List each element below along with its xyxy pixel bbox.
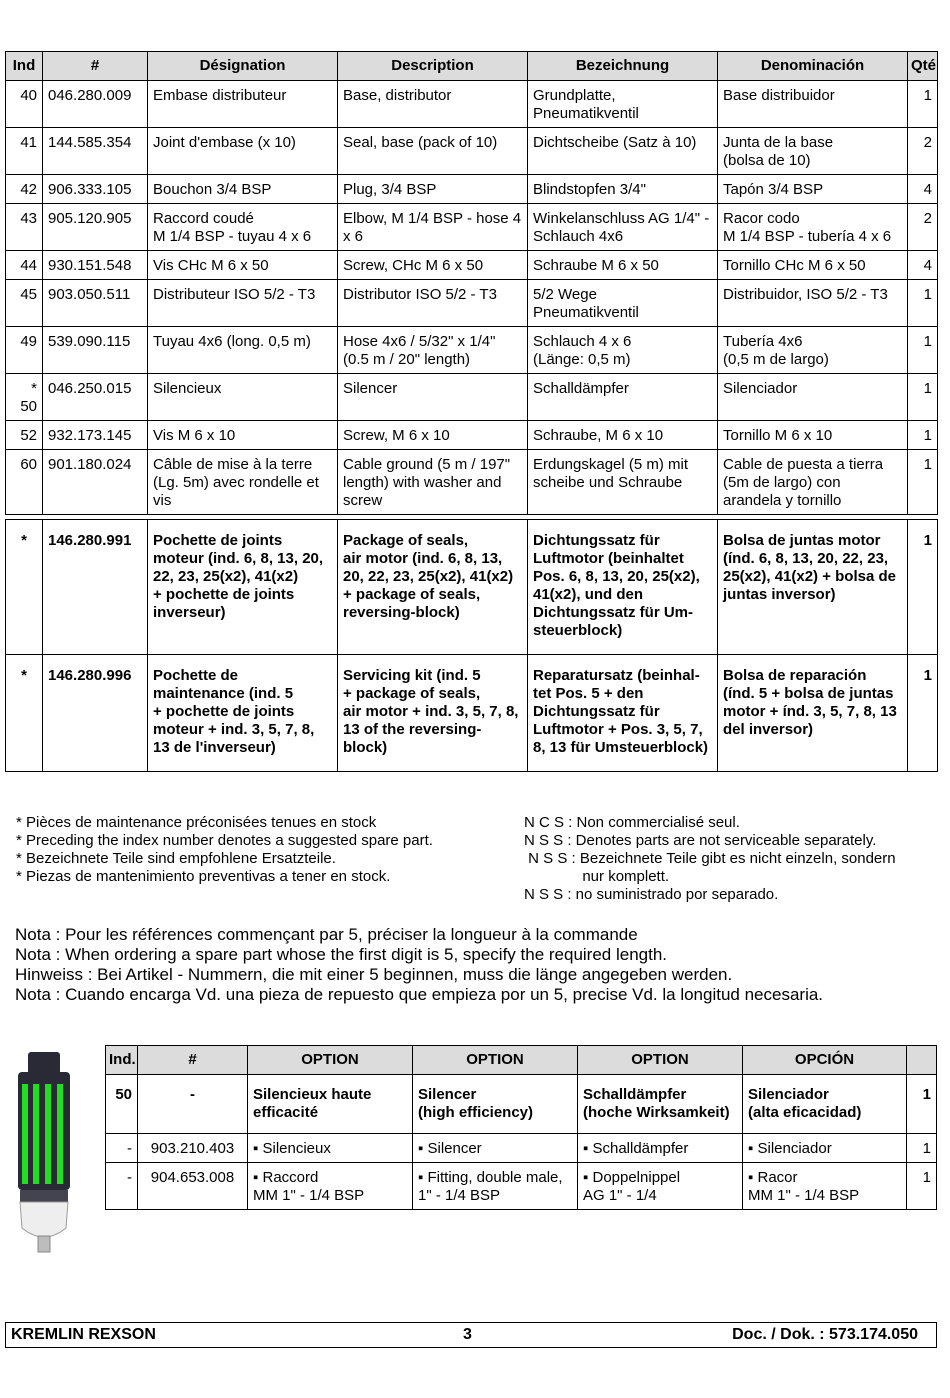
note-line: * Preceding the index number denotes a suggested spare part.: [16, 832, 433, 849]
header-bezeichnung: Bezeichnung: [528, 52, 718, 81]
kit-row: [6, 520, 938, 655]
silencer-bowl: [20, 1202, 68, 1237]
cell-qty: 4: [908, 251, 938, 280]
cell-ref: 903.210.403: [138, 1134, 248, 1163]
cell-description: Plug, 3/4 BSP: [338, 175, 528, 204]
cell-ref: 901.180.024: [43, 450, 148, 515]
silencer-stripe: [33, 1084, 39, 1184]
cell-designation: Silencieux: [148, 374, 338, 421]
footer-doc-number: Doc. / Dok. : 573.174.050: [732, 1326, 918, 1343]
option-row: [106, 1163, 937, 1210]
cell-designation: ▪ Silencieux: [248, 1134, 413, 1163]
option-header-fr: OPTION: [248, 1046, 413, 1075]
cell-designation: ▪ Raccord MM 1" - 1/4 BSP: [248, 1163, 413, 1210]
cell-description: Base, distributor: [338, 81, 528, 128]
cell-ind: 49: [6, 327, 43, 374]
silencer-stripe: [45, 1084, 51, 1184]
cell-ref: 146.280.991: [43, 520, 148, 655]
cell-qty: 1: [907, 1163, 937, 1210]
cell-qty: 1: [908, 374, 938, 421]
note-line: N C S : Non commercialisé seul.: [524, 814, 740, 831]
cell-bezeichnung: Dichtungssatz für Luftmotor (beinhaltet Pos. 6, 8, 13, 20, 25(x2), 41(x2), und den Dichtungssatz für Um-steuerblock): [528, 520, 718, 655]
cell-qty: 4: [908, 175, 938, 204]
cell-ref: 906.333.105: [43, 175, 148, 204]
cell-denominacion: Racor codo M 1/4 BSP - tubería 4 x 6: [718, 204, 908, 251]
cell-designation: Distributeur ISO 5/2 - T3: [148, 280, 338, 327]
cell-qty: 1: [907, 1134, 937, 1163]
cell-qty: 1: [908, 327, 938, 374]
cell-ind: 43: [6, 204, 43, 251]
cell-denominacion: Silenciador: [718, 374, 908, 421]
option-table-header: [106, 1046, 937, 1075]
cell-ind: -: [106, 1163, 138, 1210]
cell-designation: Joint d'embase (x 10): [148, 128, 338, 175]
cell-designation: Pochette de joints moteur (ind. 6, 8, 13, 20, 22, 23, 25(x2), 41(x2) + pochette de joints inverseur): [148, 520, 338, 655]
cell-ind: * 50: [6, 374, 43, 421]
parts-table-header: [6, 52, 938, 81]
cell-description: Screw, CHc M 6 x 50: [338, 251, 528, 280]
cell-ref: 539.090.115: [43, 327, 148, 374]
option-header-de: OPTION: [578, 1046, 743, 1075]
table-row: [6, 450, 938, 515]
page-footer: [5, 1322, 937, 1348]
option-header-en: OPTION: [413, 1046, 578, 1075]
kit-row: [6, 655, 938, 772]
note-line: * Pièces de maintenance préconisées tenues en stock: [16, 814, 377, 831]
cell-ind: 41: [6, 128, 43, 175]
option-header-ind: Ind.: [106, 1046, 138, 1075]
cell-denominacion: Cable de puesta a tierra (5m de largo) con arandela y tornillo: [718, 450, 908, 515]
cell-designation: Silencieux haute efficacité: [248, 1075, 413, 1134]
silencer-stripe: [22, 1084, 28, 1184]
cell-description: Hose 4x6 / 5/32" x 1/4" (0.5 m / 20" length): [338, 327, 528, 374]
table-row: [6, 128, 938, 175]
cell-ind: 44: [6, 251, 43, 280]
cell-bezeichnung: Grundplatte, Pneumatikventil: [528, 81, 718, 128]
cell-designation: Embase distributeur: [148, 81, 338, 128]
option-row: [106, 1134, 937, 1163]
silencer-illustration: [14, 1050, 74, 1265]
cell-designation: Câble de mise à la terre (Lg. 5m) avec rondelle et vis: [148, 450, 338, 515]
cell-ind: 45: [6, 280, 43, 327]
header-ind: Ind: [6, 52, 43, 81]
cell-ind: -: [106, 1134, 138, 1163]
table-row: [6, 421, 938, 450]
note-line: nur komplett.: [524, 868, 670, 885]
option-table: [105, 1045, 937, 1210]
cell-ref: -: [138, 1075, 248, 1134]
cell-bezeichnung: Erdungskagel (5 m) mit scheibe und Schraube: [528, 450, 718, 515]
option-header-ref: #: [138, 1046, 248, 1075]
parts-table: [5, 51, 938, 515]
note-line: * Bezeichnete Teile sind empfohlene Ersatzteile.: [16, 850, 336, 867]
cell-qty: 1: [908, 81, 938, 128]
header-qty: Qté: [908, 52, 938, 81]
nss-notes: [524, 814, 896, 904]
cell-denominacion: Tapón 3/4 BSP: [718, 175, 908, 204]
cell-bezeichnung: 5/2 Wege Pneumatikventil: [528, 280, 718, 327]
cell-description: Screw, M 6 x 10: [338, 421, 528, 450]
table-row: [6, 327, 938, 374]
table-row: [6, 81, 938, 128]
nota-line: Nota : Cuando encarga Vd. una pieza de repuesto que empieza por un 5, precise Vd. la longitud necesaria.: [15, 985, 824, 1004]
cell-description: Servicing kit (ind. 5 + package of seals, air motor + ind. 3, 5, 7, 8, 13 of the reversing-block): [338, 655, 528, 772]
cell-ref: 904.653.008: [138, 1163, 248, 1210]
header-denominacion: Denominación: [718, 52, 908, 81]
cell-description: ▪ Silencer: [413, 1134, 578, 1163]
cell-denominacion: Bolsa de juntas motor (índ. 6, 8, 13, 20, 22, 23, 25(x2), 41(x2) + bolsa de juntas inversor): [718, 520, 908, 655]
nota-line: Nota : Pour les références commençant par 5, préciser la longueur à la commande: [15, 925, 638, 944]
kits-table: [5, 519, 938, 772]
nota-line: Hinweiss : Bei Artikel - Nummern, die mit einer 5 beginnen, muss die länge angegeben werden.: [15, 965, 733, 984]
cell-ref: 903.050.511: [43, 280, 148, 327]
cell-ind: *: [6, 520, 43, 655]
cell-bezeichnung: Schalldämpfer (hoche Wirksamkeit): [578, 1075, 743, 1134]
length-notes: [15, 925, 823, 1005]
cell-description: Elbow, M 1/4 BSP - hose 4 x 6: [338, 204, 528, 251]
cell-bezeichnung: ▪ Doppelnippel AG 1" - 1/4: [578, 1163, 743, 1210]
note-line: N S S : Bezeichnete Teile gibt es nicht einzeln, sondern: [524, 850, 896, 867]
cell-bezeichnung: Winkelanschluss AG 1/4" - Schlauch 4x6: [528, 204, 718, 251]
cell-ref: 144.585.354: [43, 128, 148, 175]
silencer-nipple: [38, 1236, 50, 1252]
note-line: N S S : no suministrado por separado.: [524, 886, 779, 903]
cell-designation: Pochette de maintenance (ind. 5 + pochette de joints moteur + ind. 3, 5, 7, 8, 13 de l'inverseur): [148, 655, 338, 772]
cell-ref: 046.280.009: [43, 81, 148, 128]
cell-ind: 60: [6, 450, 43, 515]
cell-ref: 930.151.548: [43, 251, 148, 280]
option-row: [106, 1075, 937, 1134]
silencer-cap: [28, 1052, 60, 1074]
cell-denominacion: Tornillo M 6 x 10: [718, 421, 908, 450]
cell-description: Distributor ISO 5/2 - T3: [338, 280, 528, 327]
header-description: Description: [338, 52, 528, 81]
cell-designation: Tuyau 4x6 (long. 0,5 m): [148, 327, 338, 374]
cell-ind: 50: [106, 1075, 138, 1134]
cell-ref: 146.280.996: [43, 655, 148, 772]
footer-company: KREMLIN REXSON: [11, 1326, 156, 1343]
cell-description: Silencer: [338, 374, 528, 421]
cell-denominacion: Base distribuidor: [718, 81, 908, 128]
cell-ind: 40: [6, 81, 43, 128]
cell-ref: 932.173.145: [43, 421, 148, 450]
cell-denominacion: Distribuidor, ISO 5/2 - T3: [718, 280, 908, 327]
table-row: [6, 280, 938, 327]
table-row: [6, 175, 938, 204]
cell-bezeichnung: Dichtscheibe (Satz à 10): [528, 128, 718, 175]
cell-qty: 2: [908, 128, 938, 175]
footer-page-number: 3: [463, 1326, 472, 1343]
table-row: [6, 204, 938, 251]
cell-designation: Bouchon 3/4 BSP: [148, 175, 338, 204]
cell-description: Cable ground (5 m / 197" length) with washer and screw: [338, 450, 528, 515]
cell-description: Silencer (high efficiency): [413, 1075, 578, 1134]
cell-bezeichnung: Schraube M 6 x 50: [528, 251, 718, 280]
silencer-collar: [20, 1190, 68, 1202]
header-designation: Désignation: [148, 52, 338, 81]
cell-bezeichnung: Schraube, M 6 x 10: [528, 421, 718, 450]
cell-ind: *: [6, 655, 43, 772]
cell-designation: Vis CHc M 6 x 50: [148, 251, 338, 280]
cell-ind: 42: [6, 175, 43, 204]
cell-denominacion: Bolsa de reparación (índ. 5 + bolsa de juntas motor + índ. 3, 5, 7, 8, 13 del inversor): [718, 655, 908, 772]
silencer-stripe: [57, 1084, 63, 1184]
cell-designation: Vis M 6 x 10: [148, 421, 338, 450]
cell-denominacion: Junta de la base (bolsa de 10): [718, 128, 908, 175]
cell-designation: Raccord coudé M 1/4 BSP - tuyau 4 x 6: [148, 204, 338, 251]
cell-qty: 1: [908, 421, 938, 450]
cell-qty: 1: [908, 450, 938, 515]
spare-part-notes: [16, 814, 433, 886]
cell-bezeichnung: Blindstopfen 3/4": [528, 175, 718, 204]
cell-ref: 905.120.905: [43, 204, 148, 251]
cell-ref: 046.250.015: [43, 374, 148, 421]
table-row: [6, 374, 938, 421]
option-header-es: OPCIÓN: [743, 1046, 907, 1075]
cell-qty: 1: [908, 655, 938, 772]
cell-qty: 1: [908, 520, 938, 655]
cell-denominacion: ▪ Racor MM 1" - 1/4 BSP: [743, 1163, 907, 1210]
table-row: [6, 251, 938, 280]
cell-denominacion: Silenciador (alta eficacidad): [743, 1075, 907, 1134]
note-line: N S S : Denotes parts are not serviceable separately.: [524, 832, 877, 849]
cell-qty: 1: [907, 1075, 937, 1134]
cell-description: ▪ Fitting, double male, 1" - 1/4 BSP: [413, 1163, 578, 1210]
nota-line: Nota : When ordering a spare part whose the first digit is 5, specify the required length.: [15, 945, 668, 964]
cell-description: Seal, base (pack of 10): [338, 128, 528, 175]
cell-qty: 1: [908, 280, 938, 327]
cell-bezeichnung: Reparatursatz (beinhal-tet Pos. 5 + den Dichtungssatz für Luftmotor + Pos. 3, 5, 7, 8, 13 für Umsteuerblock): [528, 655, 718, 772]
note-line: * Piezas de mantenimiento preventivas a tener en stock.: [16, 868, 391, 885]
header-ref: #: [43, 52, 148, 81]
cell-bezeichnung: ▪ Schalldämpfer: [578, 1134, 743, 1163]
cell-denominacion: Tornillo CHc M 6 x 50: [718, 251, 908, 280]
cell-bezeichnung: Schlauch 4 x 6 (Länge: 0,5 m): [528, 327, 718, 374]
cell-ind: 52: [6, 421, 43, 450]
cell-denominacion: Tubería 4x6 (0,5 m de largo): [718, 327, 908, 374]
cell-bezeichnung: Schalldämpfer: [528, 374, 718, 421]
cell-denominacion: ▪ Silenciador: [743, 1134, 907, 1163]
cell-description: Package of seals, air motor (ind. 6, 8, 13, 20, 22, 23, 25(x2), 41(x2) + package of seals, reversing-block): [338, 520, 528, 655]
cell-qty: 2: [908, 204, 938, 251]
option-header-qty: [907, 1046, 937, 1075]
